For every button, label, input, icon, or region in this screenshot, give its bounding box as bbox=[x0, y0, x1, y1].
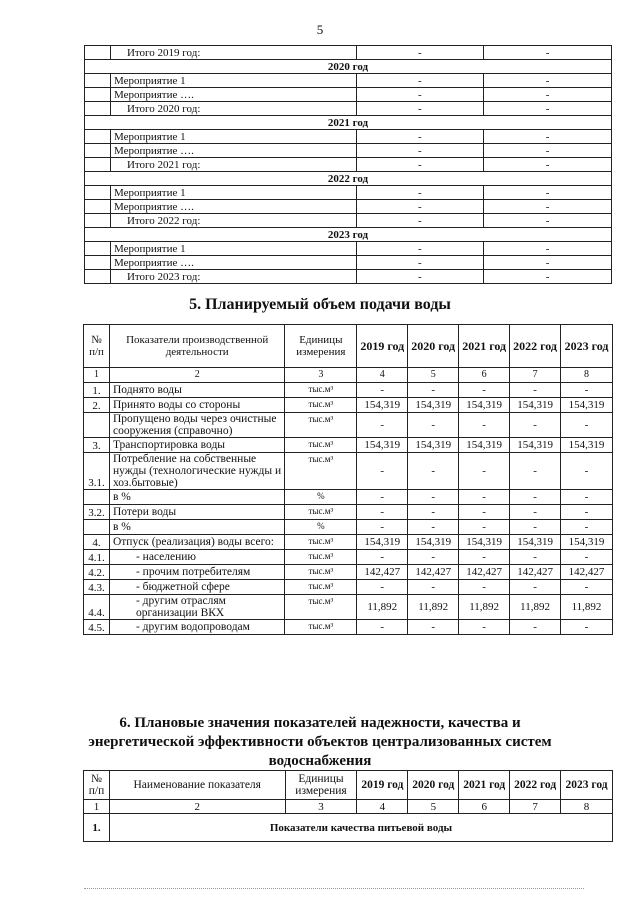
col-number: 7 bbox=[510, 800, 561, 814]
value-cell: - bbox=[356, 256, 484, 270]
row-value: 154,319 bbox=[561, 438, 613, 453]
value-cell: - bbox=[484, 270, 612, 284]
row-name: - населению bbox=[109, 550, 284, 565]
row-num: 3.2. bbox=[84, 505, 110, 520]
row-value: 142,427 bbox=[357, 565, 408, 580]
row-unit: тыс.м³ bbox=[285, 453, 357, 490]
row-value: 154,319 bbox=[459, 438, 510, 453]
table-row bbox=[84, 520, 613, 535]
col-number: 8 bbox=[561, 800, 613, 814]
row-value: - bbox=[510, 383, 561, 398]
col-number: 6 bbox=[459, 368, 510, 383]
table-row bbox=[84, 490, 613, 505]
events-table bbox=[84, 45, 612, 284]
row-num: 1. bbox=[84, 383, 110, 398]
col-number: 1 bbox=[84, 800, 110, 814]
page-number: 5 bbox=[316, 22, 324, 37]
row-value: - bbox=[459, 520, 510, 535]
row-value: 11,892 bbox=[408, 595, 459, 620]
section6-title-line: водоснабжения bbox=[268, 753, 372, 769]
row-value: - bbox=[561, 550, 613, 565]
row-name: Транспортировка воды bbox=[109, 438, 284, 453]
row-value: 11,892 bbox=[510, 595, 561, 620]
total-label: Итого 2022 год: bbox=[110, 214, 356, 228]
row-value: - bbox=[459, 383, 510, 398]
row-value: - bbox=[459, 580, 510, 595]
table-row bbox=[84, 413, 613, 438]
row-num-cell bbox=[85, 200, 111, 214]
row-num: 2. bbox=[84, 398, 110, 413]
value-cell: - bbox=[484, 130, 612, 144]
row-value: 154,319 bbox=[510, 438, 561, 453]
row-num-cell bbox=[85, 270, 111, 284]
row-num-cell bbox=[85, 102, 111, 116]
row-name: Пропущено воды через очистные сооружения (справочно) bbox=[109, 413, 284, 438]
row-value: - bbox=[510, 413, 561, 438]
header-year: 2023 год bbox=[561, 325, 613, 368]
value-cell: - bbox=[484, 74, 612, 88]
row-unit: тыс.м³ bbox=[285, 595, 357, 620]
row-num-cell bbox=[85, 256, 111, 270]
header-year: 2022 год bbox=[510, 325, 561, 368]
total-label: Итого 2023 год: bbox=[110, 270, 356, 284]
row-value: - bbox=[561, 490, 613, 505]
row-value: 142,427 bbox=[408, 565, 459, 580]
table-row bbox=[84, 398, 613, 413]
row-num-cell bbox=[85, 186, 111, 200]
row-value: - bbox=[459, 505, 510, 520]
row-value: - bbox=[357, 383, 408, 398]
table-row bbox=[84, 620, 613, 635]
row-unit: тыс.м³ bbox=[285, 383, 357, 398]
row-value: 154,319 bbox=[459, 535, 510, 550]
header-name: Наименование показателя bbox=[109, 771, 285, 800]
table-row bbox=[84, 453, 613, 490]
value-cell: - bbox=[484, 200, 612, 214]
table-row bbox=[85, 214, 612, 228]
row-value: - bbox=[510, 520, 561, 535]
year-label: 2023 год bbox=[85, 228, 612, 242]
row-value: 142,427 bbox=[561, 565, 613, 580]
col-number: 3 bbox=[285, 368, 357, 383]
row-value: - bbox=[408, 520, 459, 535]
row-num-cell bbox=[85, 74, 111, 88]
row-value: - bbox=[357, 550, 408, 565]
col-number: 4 bbox=[357, 368, 408, 383]
row-value: 154,319 bbox=[561, 535, 613, 550]
event-label: Мероприятие …. bbox=[110, 144, 356, 158]
value-cell: - bbox=[484, 242, 612, 256]
row-value: 142,427 bbox=[510, 565, 561, 580]
header-year: 2020 год bbox=[408, 771, 459, 800]
header-year: 2019 год bbox=[357, 325, 408, 368]
row-num-cell bbox=[85, 46, 111, 60]
row-num-cell bbox=[85, 144, 111, 158]
row-value: - bbox=[357, 490, 408, 505]
col-number: 4 bbox=[357, 800, 408, 814]
value-cell: - bbox=[356, 186, 484, 200]
row-value: - bbox=[357, 453, 408, 490]
row-num-cell bbox=[85, 130, 111, 144]
table-header-row bbox=[84, 771, 613, 800]
year-label: 2021 год bbox=[85, 116, 612, 130]
header-name: Показатели производственной деятельности bbox=[109, 325, 284, 368]
row-unit: тыс.м³ bbox=[285, 550, 357, 565]
row-unit: тыс.м³ bbox=[285, 565, 357, 580]
col-number: 2 bbox=[109, 368, 284, 383]
row-value: - bbox=[459, 413, 510, 438]
table-row bbox=[84, 595, 613, 620]
column-number-row bbox=[84, 368, 613, 383]
row-unit: % bbox=[285, 520, 357, 535]
value-cell: - bbox=[356, 88, 484, 102]
row-name: - бюджетной сфере bbox=[109, 580, 284, 595]
section-num: 1. bbox=[84, 814, 110, 842]
col-number: 7 bbox=[510, 368, 561, 383]
row-num-cell bbox=[85, 242, 111, 256]
table-row bbox=[85, 144, 612, 158]
row-num bbox=[84, 413, 110, 438]
row-num: 4.3. bbox=[84, 580, 110, 595]
value-cell: - bbox=[484, 214, 612, 228]
row-unit: тыс.м³ bbox=[285, 398, 357, 413]
row-num: 4.2. bbox=[84, 565, 110, 580]
table-row bbox=[85, 200, 612, 214]
value-cell: - bbox=[484, 46, 612, 60]
year-row bbox=[85, 228, 612, 242]
event-label: Мероприятие 1 bbox=[110, 186, 356, 200]
row-value: - bbox=[510, 505, 561, 520]
row-value: 154,319 bbox=[561, 398, 613, 413]
event-label: Мероприятие 1 bbox=[110, 130, 356, 144]
value-cell: - bbox=[356, 214, 484, 228]
row-num-cell bbox=[85, 158, 111, 172]
header-year: 2021 год bbox=[459, 771, 510, 800]
row-value: - bbox=[561, 580, 613, 595]
row-value: - bbox=[357, 505, 408, 520]
table-row bbox=[84, 383, 613, 398]
total-label: Итого 2021 год: bbox=[110, 158, 356, 172]
value-cell: - bbox=[356, 102, 484, 116]
row-value: 154,319 bbox=[510, 535, 561, 550]
row-value: - bbox=[408, 580, 459, 595]
row-value: - bbox=[408, 490, 459, 505]
row-value: - bbox=[408, 383, 459, 398]
section-label: Показатели качества питьевой воды bbox=[109, 814, 612, 842]
header-unit: Единицы измерения bbox=[285, 325, 357, 368]
value-cell: - bbox=[356, 242, 484, 256]
row-num: 4.1. bbox=[84, 550, 110, 565]
total-label: Итого 2020 год: bbox=[110, 102, 356, 116]
header-year: 2019 год bbox=[357, 771, 408, 800]
row-value: 154,319 bbox=[459, 398, 510, 413]
event-label: Мероприятие …. bbox=[110, 88, 356, 102]
col-number: 8 bbox=[561, 368, 613, 383]
row-unit: тыс.м³ bbox=[285, 535, 357, 550]
total-label: Итого 2019 год: bbox=[110, 46, 356, 60]
value-cell: - bbox=[356, 46, 484, 60]
table-row bbox=[85, 130, 612, 144]
table-row bbox=[84, 565, 613, 580]
row-value: - bbox=[561, 505, 613, 520]
row-value: - bbox=[510, 620, 561, 635]
row-num: 4.4. bbox=[84, 595, 110, 620]
row-unit: тыс.м³ bbox=[285, 620, 357, 635]
row-num: 3. bbox=[84, 438, 110, 453]
row-name: - другим отраслям организации ВКХ bbox=[109, 595, 284, 620]
table-row bbox=[84, 580, 613, 595]
row-value: - bbox=[408, 453, 459, 490]
header-num: № п/п bbox=[84, 771, 110, 800]
row-unit: тыс.м³ bbox=[285, 438, 357, 453]
col-number: 3 bbox=[285, 800, 357, 814]
value-cell: - bbox=[356, 144, 484, 158]
header-num: № п/п bbox=[84, 325, 110, 368]
row-value: 154,319 bbox=[357, 438, 408, 453]
header-year: 2021 год bbox=[459, 325, 510, 368]
table-row bbox=[84, 505, 613, 520]
row-value: - bbox=[408, 620, 459, 635]
column-number-row bbox=[84, 800, 613, 814]
table-row bbox=[85, 256, 612, 270]
row-value: - bbox=[357, 413, 408, 438]
row-value: - bbox=[459, 453, 510, 490]
row-value: - bbox=[459, 620, 510, 635]
row-name: - другим водопроводам bbox=[109, 620, 284, 635]
row-num: 4.5. bbox=[84, 620, 110, 635]
row-value: - bbox=[561, 413, 613, 438]
row-value: - bbox=[357, 580, 408, 595]
value-cell: - bbox=[356, 130, 484, 144]
header-year: 2020 год bbox=[408, 325, 459, 368]
value-cell: - bbox=[484, 144, 612, 158]
indicators-table bbox=[83, 770, 613, 842]
value-cell: - bbox=[484, 256, 612, 270]
row-value: - bbox=[510, 550, 561, 565]
row-value: - bbox=[459, 550, 510, 565]
year-row bbox=[85, 172, 612, 186]
row-value: 154,319 bbox=[408, 438, 459, 453]
section6-title bbox=[0, 714, 640, 771]
year-label: 2020 год bbox=[85, 60, 612, 74]
section6-title-line: 6. Плановые значения показателей надежности, качества и bbox=[119, 715, 521, 731]
section6-title-line: энергетической эффективности объектов централизованных систем bbox=[88, 734, 552, 750]
value-cell: - bbox=[484, 186, 612, 200]
event-label: Мероприятие 1 bbox=[110, 74, 356, 88]
row-num-cell bbox=[85, 214, 111, 228]
row-name: в % bbox=[109, 520, 284, 535]
row-num bbox=[84, 520, 110, 535]
row-value: - bbox=[561, 620, 613, 635]
event-label: Мероприятие 1 bbox=[110, 242, 356, 256]
table-row bbox=[85, 270, 612, 284]
table-row bbox=[84, 438, 613, 453]
section-row bbox=[84, 814, 613, 842]
row-name: в % bbox=[109, 490, 284, 505]
table-row bbox=[85, 46, 612, 60]
row-value: - bbox=[408, 505, 459, 520]
col-number: 5 bbox=[408, 368, 459, 383]
col-number: 5 bbox=[408, 800, 459, 814]
row-name: Отпуск (реализация) воды всего: bbox=[109, 535, 284, 550]
row-name: Потери воды bbox=[109, 505, 284, 520]
water-supply-table bbox=[83, 324, 613, 635]
value-cell: - bbox=[484, 158, 612, 172]
row-value: 154,319 bbox=[357, 398, 408, 413]
row-value: 142,427 bbox=[459, 565, 510, 580]
value-cell: - bbox=[356, 74, 484, 88]
row-value: - bbox=[357, 520, 408, 535]
footer-divider bbox=[84, 888, 584, 889]
row-value: - bbox=[510, 453, 561, 490]
row-value: 11,892 bbox=[459, 595, 510, 620]
table-row bbox=[85, 186, 612, 200]
col-number: 1 bbox=[84, 368, 110, 383]
header-year: 2022 год bbox=[510, 771, 561, 800]
value-cell: - bbox=[356, 200, 484, 214]
row-value: 154,319 bbox=[408, 535, 459, 550]
row-unit: тыс.м³ bbox=[285, 413, 357, 438]
value-cell: - bbox=[356, 158, 484, 172]
row-value: 154,319 bbox=[357, 535, 408, 550]
row-value: 11,892 bbox=[561, 595, 613, 620]
row-num: 4. bbox=[84, 535, 110, 550]
row-value: - bbox=[408, 413, 459, 438]
row-unit: тыс.м³ bbox=[285, 505, 357, 520]
row-value: - bbox=[510, 490, 561, 505]
table-header-row bbox=[84, 325, 613, 368]
table-row bbox=[85, 158, 612, 172]
value-cell: - bbox=[484, 102, 612, 116]
row-value: - bbox=[408, 550, 459, 565]
year-row bbox=[85, 60, 612, 74]
table-row bbox=[84, 550, 613, 565]
event-label: Мероприятие …. bbox=[110, 256, 356, 270]
row-value: 154,319 bbox=[510, 398, 561, 413]
header-year: 2023 год bbox=[561, 771, 613, 800]
event-label: Мероприятие …. bbox=[110, 200, 356, 214]
row-value: - bbox=[561, 520, 613, 535]
row-value: 11,892 bbox=[357, 595, 408, 620]
table-row bbox=[85, 88, 612, 102]
col-number: 2 bbox=[109, 800, 285, 814]
value-cell: - bbox=[356, 270, 484, 284]
row-value: - bbox=[357, 620, 408, 635]
row-name: Поднято воды bbox=[109, 383, 284, 398]
row-value: 154,319 bbox=[408, 398, 459, 413]
col-number: 6 bbox=[459, 800, 510, 814]
table-row bbox=[85, 102, 612, 116]
row-value: - bbox=[459, 490, 510, 505]
row-name: - прочим потребителям bbox=[109, 565, 284, 580]
table-row bbox=[84, 535, 613, 550]
section5-title: 5. Планируемый объем подачи воды bbox=[189, 296, 451, 313]
row-value: - bbox=[561, 383, 613, 398]
value-cell: - bbox=[484, 88, 612, 102]
table-row bbox=[85, 74, 612, 88]
year-label: 2022 год bbox=[85, 172, 612, 186]
header-unit: Единицы измерения bbox=[285, 771, 357, 800]
row-unit: % bbox=[285, 490, 357, 505]
table-row bbox=[85, 242, 612, 256]
row-value: - bbox=[510, 580, 561, 595]
row-num bbox=[84, 490, 110, 505]
row-num: 3.1. bbox=[84, 453, 110, 490]
row-name: Потребление на собственные нужды (технологические нужды и хоз.бытовые) bbox=[109, 453, 284, 490]
row-name: Принято воды со стороны bbox=[109, 398, 284, 413]
year-row bbox=[85, 116, 612, 130]
row-num-cell bbox=[85, 88, 111, 102]
row-unit: тыс.м³ bbox=[285, 580, 357, 595]
row-value: - bbox=[561, 453, 613, 490]
